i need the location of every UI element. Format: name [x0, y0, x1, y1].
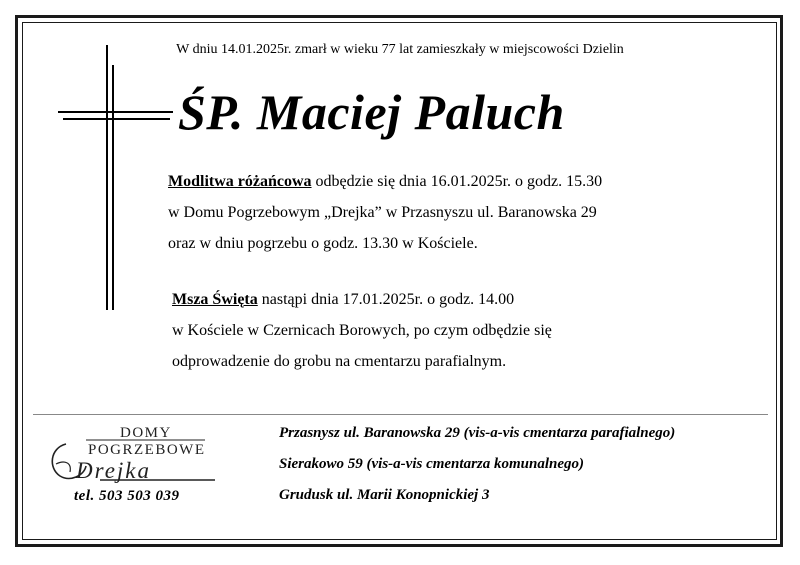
phone-number: tel. 503 503 039	[74, 488, 180, 504]
logo-script: Drejka	[76, 458, 152, 483]
rosary-heading: Modlitwa różańcowa	[168, 173, 312, 190]
mass-line-2: w Kościele w Czernicach Borowych, po czym odbędzie się	[172, 322, 552, 339]
deceased-name: ŚP. Maciej Paluch	[178, 84, 565, 140]
rosary-block	[168, 172, 602, 265]
mass-line-1	[172, 290, 552, 321]
logo-line-1: DOMY	[120, 425, 172, 441]
funeral-home-logo	[40, 424, 220, 519]
rosary-line-2: w Domu Pogrzebowym „Drejka” w Przasnyszu ul. Baranowska 29	[168, 204, 597, 221]
rosary-line-1	[168, 172, 602, 203]
mass-block	[172, 290, 552, 383]
mass-line-1-rest: nastąpi dnia 17.01.2025r. o godz. 14.00	[257, 291, 515, 308]
divider	[33, 414, 768, 415]
address-2: Sierakowo 59 (vis-a-vis cmentarza komunalnego)	[279, 456, 585, 472]
address-3: Grudusk ul. Marii Konopnickiej 3	[279, 487, 490, 503]
address-1: Przasnysz ul. Baranowska 29 (vis-a-vis cmentarza parafialnego)	[279, 425, 676, 441]
logo-line-2: POGRZEBOWE	[88, 442, 206, 458]
rosary-line-1-rest: odbędzie się dnia 16.01.2025r. o godz. 15.30	[311, 173, 603, 190]
intro-text: W dniu 14.01.2025r. zmarł w wieku 77 lat zamieszkały w miejscowości Dzielin	[176, 42, 624, 57]
mass-heading: Msza Święta	[172, 291, 258, 308]
cross-icon	[55, 40, 175, 315]
rosary-line-3: oraz w dniu pogrzebu o godz. 13.30 w Kościele.	[168, 235, 478, 252]
mass-line-3: odprowadzenie do grobu na cmentarzu parafialnym.	[172, 353, 507, 370]
